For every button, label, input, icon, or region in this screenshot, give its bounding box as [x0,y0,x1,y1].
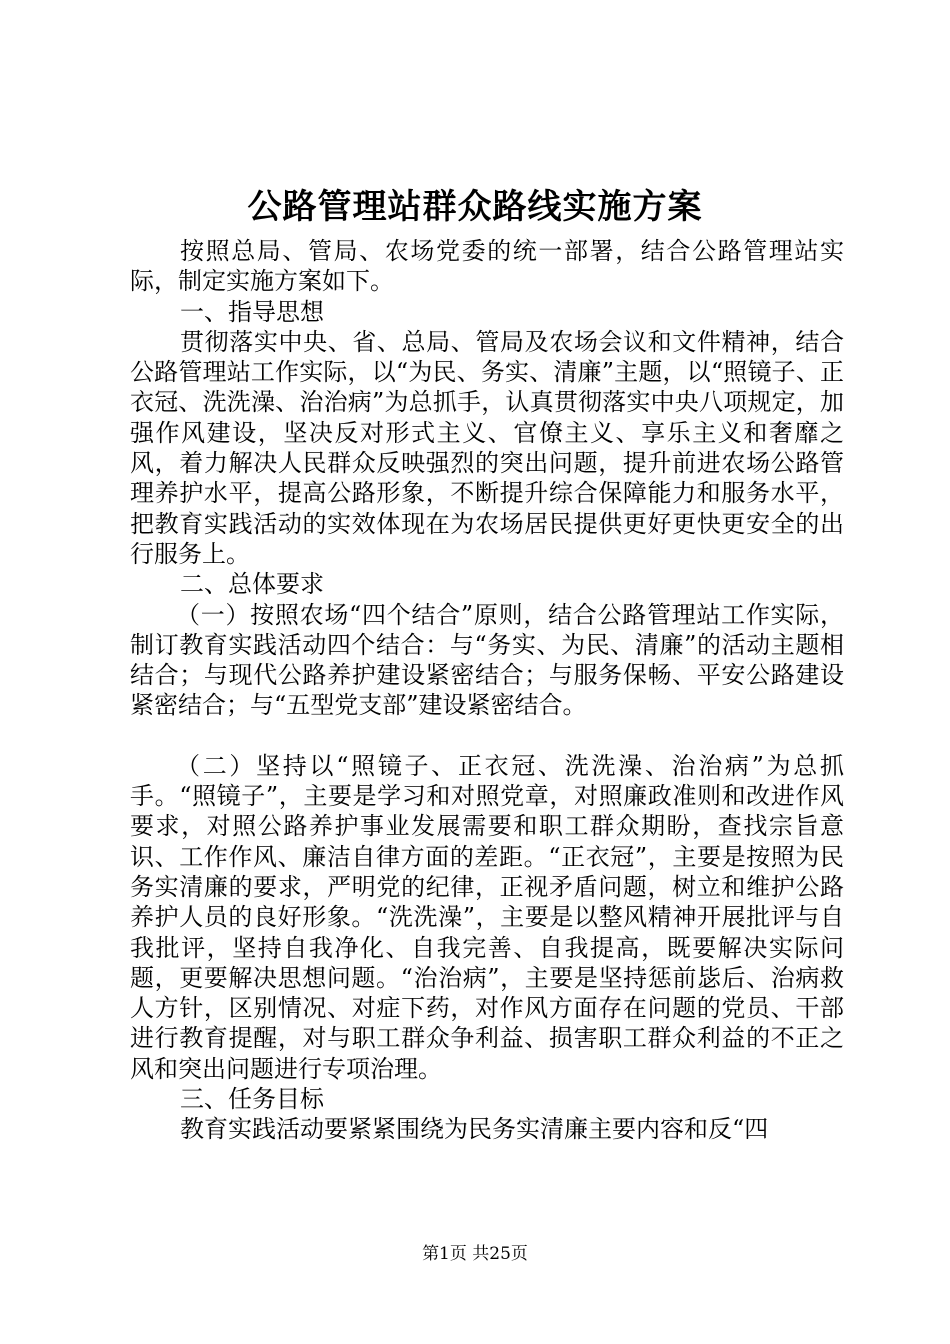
requirement-item-2: （二）坚持以“照镜子、正衣冠、洗洗澡、治治病”为总抓手。“照镜子”，主要是学习和对照党章，对照廉政准则和改进作风要求，对照公路养护事业发展需要和职工群众期盼，查找宗旨意识、工作作风、廉洁自律方面的差距。“正衣冠”，主要是按照为民务实清廉的要求，严明党的纪律，正视矛盾问题，树立和维护公路养护人员的良好形象。“洗洗澡”，主要是以整风精神开展批评与自我批评，坚持自我净化、自我完善、自我提高，既要解决实际问题，更要解决思想问题。“治治病”，主要是坚持惩前毖后、治病救人方针，区别情况、对症下药，对作风方面存在问题的党员、干部进行教育提醒，对与职工群众争利益、损害职工群众利益的不正之风和突出问题进行专项治理。 [130,751,844,1083]
section-paragraph-guiding-ideology: 贯彻落实中央、省、总局、管局及农场会议和文件精神，结合公路管理站工作实际，以“为民、务实、清廉”主题，以“照镜子、正衣冠、洗洗澡、治治病”为总抓手，认真贯彻落实中央八项规定，加强作风建设，坚决反对形式主义、官僚主义、享乐主义和奢靡之风，着力解决人民群众反映强烈的突出问题，提升前进农场公路管理养护水平，提高公路形象，不断提升综合保障能力和服务水平，把教育实践活动的实效体现在为农场居民提供更好更快更安全的出行服务上。 [130,327,844,568]
requirement-item-1: （一）按照农场“四个结合”原则，结合公路管理站工作实际，制订教育实践活动四个结合：与“务实、为民、清廉”的活动主题相结合；与现代公路养护建设紧密结合；与服务保畅、平安公路建设紧密结合；与“五型党支部”建设紧密结合。 [130,600,844,720]
section-heading-overall-requirements: 二、总体要求 [180,570,324,599]
page-number-footer: 第1页 共25页 [422,1244,528,1264]
document-body [130,236,844,1145]
intro-paragraph: 按照总局、管局、农场党委的统一部署，结合公路管理站实际，制定实施方案如下。 [130,237,844,296]
paragraph-gap [130,721,844,751]
section-paragraph-task-goals: 教育实践活动要紧紧围绕为民务实清廉主要内容和反“四 [180,1115,769,1144]
section-heading-guiding-ideology: 一、指导思想 [180,297,324,326]
document-title: 公路管理站群众路线实施方案 [247,187,703,227]
section-heading-task-goals: 三、任务目标 [180,1085,324,1114]
